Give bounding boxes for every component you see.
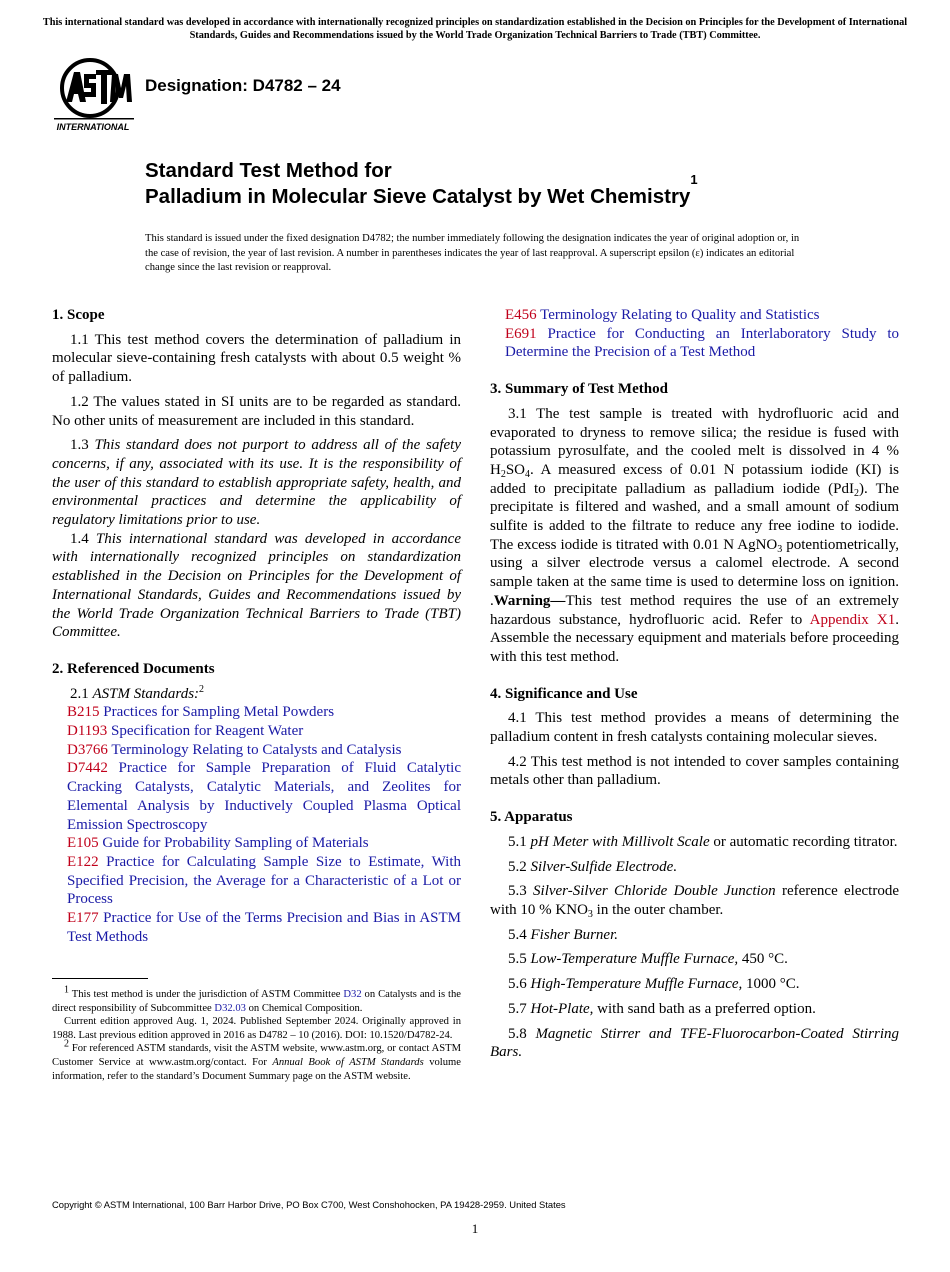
paragraph-3-1: 3.1 The test sample is treated with hydrofluoric acid and evaporated to dryness to remove silica; the residue is fused with potassium pyrosulfate, and the cooled melt is dissolved in 4 % $H_2SO_4$. A measured excess of 0.01 N potassium iodide (KI) is added to precipitate palladium as palladium iodide (PdI$_2$). The precipitate is filtered and washed, and a small amount of sodium sulfite is added to the filtrate to reduce any free iodine to iodide. The excess iodide is titrated with 0.01 N AgNO$_3$ potentiometrically, using a silver electrode versus a calomel electrode. A second sample taken at the same time is used to determine loss on ignition. .Warning—This test method requires the use of an extremely hazardous substance, hydrofluoric acid. Refer to Appendix X1. Assemble the necessary equipment and materials before proceeding with this test method. [490,405,899,665]
paragraph-4-2: 4.2 This test method is not intended to cover samples containing metals other than palladium. [490,753,899,789]
footnotes [52,984,462,1083]
left-column [52,306,461,947]
paragraph-5-1: 5.1 pH Meter with Millivolt Scale or automatic recording titrator. [508,833,898,850]
paragraph-5-3: 5.3 Silver-Silver Chloride Double Junction reference electrode with 10 % $KNO_3$ in the outer chamber. [490,883,899,920]
paragraph-5-2: 5.2 Silver-Sulfide Electrode. [508,858,678,875]
title-footnote-mark: 1 [690,172,698,187]
paragraph-5-8: 5.8 Magnetic Stirrer and TFE-Fluorocarbon-Coated Stirring Bars. [490,1025,900,1061]
ref-d1193[interactable]: D1193 Specification for Reagent Water [67,723,304,740]
header-notice: This international standard was developed in accordance with internationally recognized principles on standardization established in the Decision on Principles for the Development of International Standards, Guides and Recommendations issued by the World Trade Organization Technical Barriers to Trade (TBT) Committee. [42,17,908,41]
footnote-1: $^1$ This test method is under the jurisdiction of ASTM Committee D32 on Catalysts and is the direct responsibility of Subcommittee D32.03 on Chemical Composition. [52,984,461,1014]
right-column [490,306,899,1062]
section-heading-scope: 1. Scope [52,307,105,323]
footnote-link-d32-03[interactable]: D32.03 [214,1002,246,1014]
paragraph-5-5: 5.5 Low-Temperature Muffle Furnace, 450 °C. [508,951,788,968]
footnote-edition: Current edition approved Aug. 1, 2024. Published September 2024. Originally approved in 1988. Last previous edition approved in 2016 as D4782 – 10 (2016). DOI: 10.1520/D4782-24. [52,1016,461,1041]
designation: Designation: D4782 – 24 [145,76,341,95]
ref-e177[interactable]: E177 Practice for Use of the Terms Precision and Bias in ASTM Test Methods [67,910,462,945]
ref-e456[interactable]: E456 Terminology Relating to Quality and Statistics [505,307,820,323]
ref-b215[interactable]: B215 Practices for Sampling Metal Powders [67,704,335,721]
section-heading-significance: 4. Significance and Use [490,685,638,702]
page-number: 1 [471,1221,479,1236]
ref-e105[interactable]: E105 Guide for Probability Sampling of Materials [67,835,369,852]
section-heading-refdocs: 2. Referenced Documents [52,660,215,677]
ref-e122[interactable]: E122 Practice for Calculating Sample Size to Estimate, With Specified Precision, the Average for a Characteristic of a Lot or Process [67,853,461,908]
appendix-link[interactable]: Appendix X1 [809,611,896,628]
document-title [145,158,698,210]
paragraph-1-4: 1.4 This international standard was developed in accordance with internationally recognized principles on standardization established in the Decision on Principles for the Development of International Standards, Guides and Recommendations issued by the World Trade Organization Technical Barriers to Trade (TBT) Committee. [52,530,462,641]
footnote-2: $^2$ For referenced ASTM standards, visit the ASTM website, www.astm.org, or contact ASTM Customer Service at www.astm.org/contact. For Annual Book of ASTM Standards volume information, refer to the standard’s Document Summary page on the ASTM website. [52,1038,462,1082]
astm-logo [52,56,136,134]
logo-text: INTERNATIONAL [56,122,130,132]
paragraph-5-7: 5.7 Hot-Plate, with sand bath as a preferred option. [508,1000,816,1017]
paragraph-5-6: 5.6 High-Temperature Muffle Furnace, 1000 °C. [508,976,800,993]
paragraph-1-2: 1.2 The values stated in SI units are to be regarded as standard. No other units of measurement are included in this standard. [52,393,461,429]
ref-e691[interactable]: E691 Practice for Conducting an Interlaboratory Study to Determine the Precision of a Test Method [505,325,899,361]
section-heading-summary: 3. Summary of Test Method [490,381,668,398]
copyright: Copyright © ASTM International, 100 Barr Harbor Drive, PO Box C700, West Conshohocken, PA 19428-2959. United States [52,1199,566,1210]
section-heading-apparatus: 5. Apparatus [490,809,573,826]
ref-d3766[interactable]: D3766 Terminology Relating to Catalysts and Catalysis [67,741,402,758]
paragraph-1-3: 1.3 This standard does not purport to address all of the safety concerns, if any, associated with its use. It is the responsibility of the user of this standard to establish appropriate safety, health, and environmental practices and determine the applicability of regulatory limitations prior to use. [52,437,462,529]
footnote-link-d32[interactable]: D32 [343,989,362,1000]
title-line-1: Standard Test Method for [145,159,392,182]
paragraph-2-1: 2.1 ASTM Standards:$^2$ [70,683,205,702]
paragraph-1-1: 1.1 This test method covers the determination of palladium in molecular sieve-containing fresh catalysts with about 0.5 weight % of palladium. [52,331,461,386]
issue-note: This standard is issued under the fixed designation D4782; the number immediately following the designation indicates the year of original adoption or, in the case of revision, the year of last revision. A number in parentheses indicates the year of last reapproval. A superscript epsilon (ε) indicates an editorial change since the last revision or reapproval. [145,233,800,273]
footnote-rule [52,978,148,979]
paragraph-5-4: 5.4 Fisher Burner. [508,926,618,943]
ref-d7442[interactable]: D7442 Practice for Sample Preparation of Fluid Catalytic Cracking Catalysts, Catalytic Materials, and Zeolites for Elemental Analysis by Inductively Coupled Plasma Optical Emission Spectroscopy [67,760,461,833]
paragraph-4-1: 4.1 This test method provides a means of determining the palladium content in fresh catalysts containing molecular sieves. [490,710,899,746]
title-line-2: Palladium in Molecular Sieve Catalyst by Wet Chemistry$^1$ [145,172,698,208]
